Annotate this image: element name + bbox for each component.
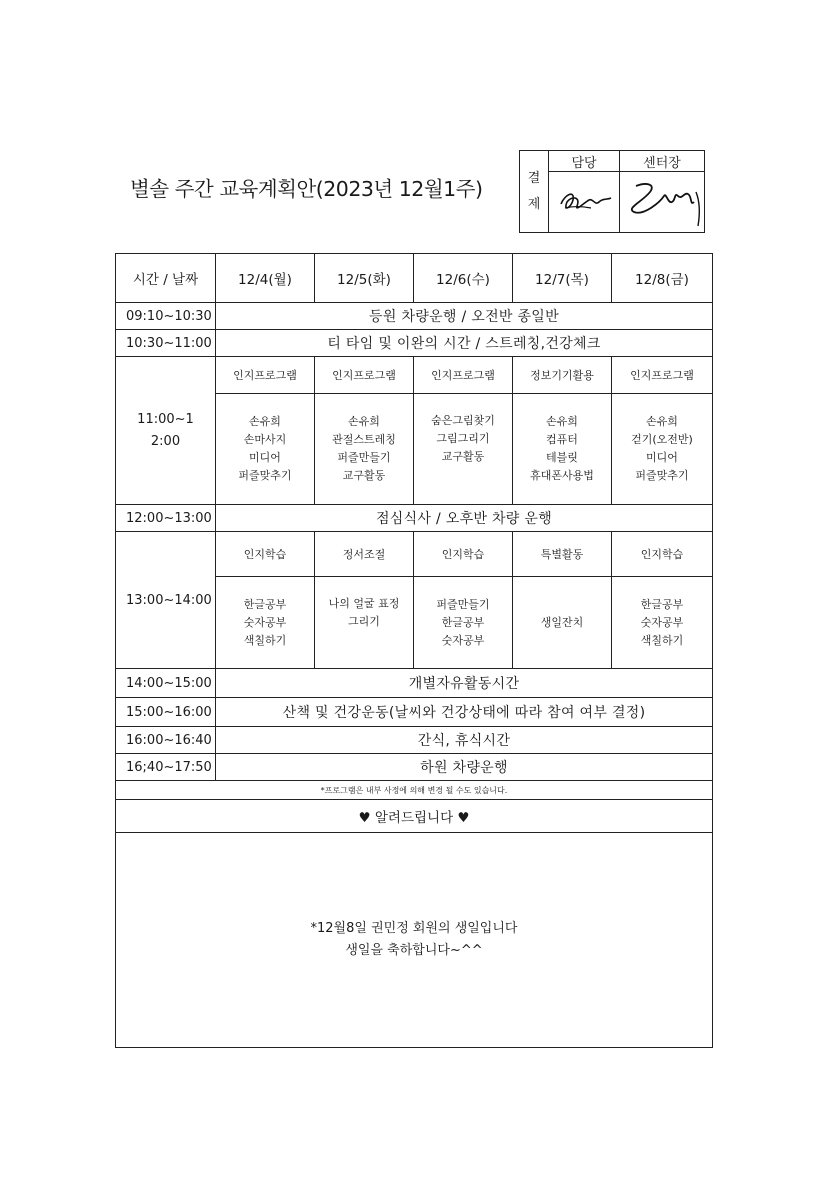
notice-line: 생일을 축하합니다~^^ [345,943,483,958]
content-line: 한글공부 [243,597,287,611]
activity-cell: 간식, 휴식시간 [216,727,713,754]
notice-title: ♥ 알려드립니다 ♥ [116,800,713,833]
content-line: 관절스트레칭 [332,433,396,446]
program-label-row [116,357,713,394]
content-line: 테블릿 [546,451,578,464]
activity-cell: 점심식사 / 오후반 차량 운행 [216,505,713,532]
day-header: 12/4(월) [216,254,315,303]
program-content [315,577,414,669]
program-label: 인지프로그램 [216,357,315,394]
activity-cell: 산책 및 건강운동(날씨와 건강상태에 따라 참여 여부 결정) [216,698,713,727]
activity-cell: 티 타임 및 이완의 시간 / 스트레칭,건강체크 [216,330,713,357]
approval-box [519,150,705,233]
program-label: 인지학습 [414,532,513,577]
program-label: 특별활동 [513,532,612,577]
day-header: 12/8(금) [612,254,713,303]
content-line: 한글공부 [441,615,485,629]
program-label: 정서조절 [315,532,414,577]
time-cell: 16:00~16:40 [116,727,216,754]
time-cell: 15:00~16:00 [116,698,216,727]
content-line: 그리기 [348,615,380,628]
schedule-row [116,669,713,698]
time-cell: 09:10~10:30 [116,303,216,330]
program-content [612,577,713,669]
program-label-row [116,532,713,577]
day-header: 12/7(목) [513,254,612,303]
time-cell: 12:00~13:00 [116,505,216,532]
program-label: 인지프로그램 [612,357,713,394]
content-line: 숫자공부 [640,615,684,629]
approval-side-label [520,151,549,233]
program-label: 인지프로그램 [315,357,414,394]
schedule-row [116,505,713,532]
notice-title-row [116,800,713,833]
day-header: 12/5(화) [315,254,414,303]
content-line: 나의 얼굴 표정 [328,597,400,610]
program-label: 인지학습 [216,532,315,577]
time-cell: 13:00~14:00 [116,532,216,669]
header-row [116,254,713,303]
content-line: 퍼즐맞추기 [238,469,292,482]
notice-message-row [116,833,713,1048]
approval-director-header: 센터장 [620,151,705,172]
time-line: 2:00 [150,433,181,449]
program-content [513,394,612,505]
content-line: 퍼즐맞추기 [635,469,689,482]
staff-signature-image [551,176,617,224]
content-line: 휴대폰사용법 [530,469,594,482]
time-line: 11:00~1 [137,411,194,427]
content-line: 퍼즐만들기 [337,451,391,464]
content-line: 숫자공부 [441,633,485,647]
notice-message [116,833,713,1048]
content-line: 그림그리기 [436,432,490,445]
content-line: 미디어 [249,451,281,464]
program-content [612,394,713,505]
time-cell [116,357,216,505]
content-line: 한글공부 [640,597,684,611]
program-content [315,394,414,505]
content-line: 컴퓨터 [546,433,578,446]
schedule-row [116,754,713,781]
program-label: 정보기기활용 [513,357,612,394]
program-content [216,394,315,505]
content-line: 색칠하기 [243,633,287,647]
activity-cell: 개별자유활동시간 [216,669,713,698]
content-line: 손유희 [646,415,678,428]
content-line: 색칠하기 [640,633,684,647]
note-row [116,781,713,800]
content-line: 손유희 [249,415,281,428]
content-line: 생일잔치 [540,615,584,629]
approval-side-top: 결 [527,170,541,186]
program-content [216,577,315,669]
activity-cell: 하원 차량운행 [216,754,713,781]
content-line: 손유희 [546,415,578,428]
content-line: 숨은그림찾기 [431,414,495,427]
program-change-note: *프로그램은 내부 사정에 의해 변경 될 수도 있습니다. [116,781,713,800]
schedule-row [116,303,713,330]
weekly-plan-table [115,253,713,1048]
content-line: 교구활동 [441,450,485,463]
time-cell: 14:00~15:00 [116,669,216,698]
page-title: 별솔 주간 교육계획안(2023년 12월1주) [130,177,483,201]
director-signature [620,172,705,233]
schedule-row [116,698,713,727]
approval-side-bottom: 제 [527,196,541,212]
program-content [414,577,513,669]
content-line: 교구활동 [342,469,386,482]
content-line: 손마사지 [243,433,287,446]
approval-staff-header: 담당 [549,151,620,172]
time-cell: 10:30~11:00 [116,330,216,357]
program-content [414,394,513,505]
day-header: 12/6(수) [414,254,513,303]
content-line: 숫자공부 [243,615,287,629]
time-day-header: 시간 / 날짜 [116,254,216,303]
content-line: 걷기(오전반) [631,433,693,446]
director-signature-image [620,172,704,228]
activity-cell: 등원 차량운행 / 오전반 종일반 [216,303,713,330]
staff-signature [549,172,620,233]
time-cell: 16;40~17:50 [116,754,216,781]
program-label: 인지학습 [612,532,713,577]
schedule-row [116,330,713,357]
schedule-row [116,727,713,754]
program-label: 인지프로그램 [414,357,513,394]
content-line: 퍼즐만들기 [436,597,490,611]
content-line: 손유희 [348,415,380,428]
program-content [513,577,612,669]
content-line: 미디어 [646,451,678,464]
notice-line: *12월8일 권민정 회원의 생일입니다 [310,921,518,936]
